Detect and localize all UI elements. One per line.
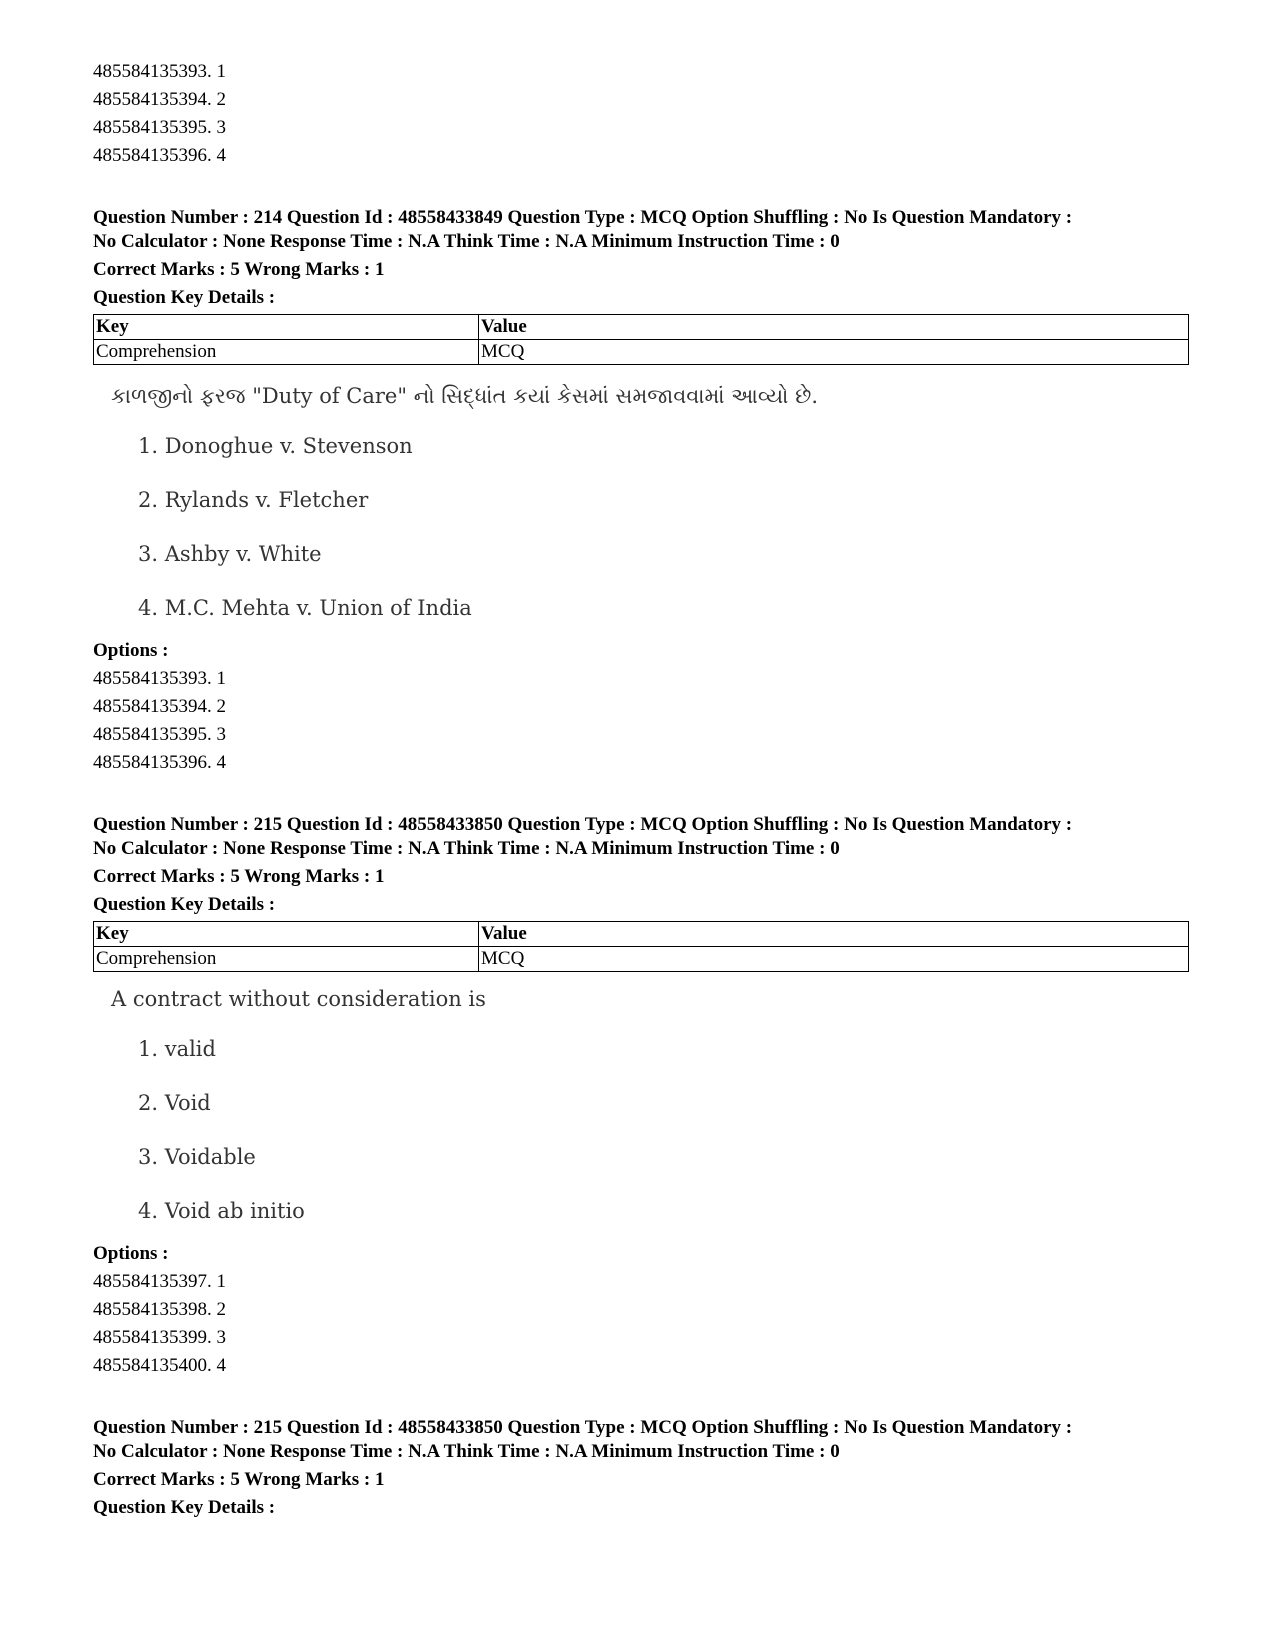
question-215-repeat-block [93,1416,1183,1522]
option-item: 485584135397. 1 [93,1271,226,1292]
key-details-label: Question Key Details : [93,894,276,915]
option-item: 485584135395. 3 [93,117,226,138]
key-details-label: Question Key Details : [93,1497,276,1518]
table-header-key: Key [94,315,479,340]
marks-line: Correct Marks : 5 Wrong Marks : 1 [93,1469,385,1490]
option-item: 485584135398. 2 [93,1299,226,1320]
table-row [94,340,1189,365]
question-choice: 2. Rylands v. Fletcher [138,488,369,512]
option-item: 485584135393. 1 [93,668,226,689]
question-meta-line-2: No Calculator : None Response Time : N.A Think Time : N.A Minimum Instruction Time : 0 [93,231,840,252]
option-item: 485584135393. 1 [93,61,226,82]
question-image [93,982,1183,1226]
question-meta-line-2: No Calculator : None Response Time : N.A Think Time : N.A Minimum Instruction Time : 0 [93,1441,840,1462]
previous-options-list [93,58,1183,170]
question-choice: 4. M.C. Mehta v. Union of India [138,596,472,620]
table-header-value: Value [479,922,1189,947]
option-item: 485584135394. 2 [93,696,226,717]
question-choice: 3. Voidable [138,1145,256,1169]
key-details-label: Question Key Details : [93,287,276,308]
table-header-row [94,922,1189,947]
question-choice: 3. Ashby v. White [138,542,322,566]
question-meta-line-1: Question Number : 215 Question Id : 48558433850 Question Type : MCQ Option Shuffling : No Is Question Mandatory : [93,1417,1073,1438]
option-item: 485584135396. 4 [93,752,226,773]
question-choice: 1. Donoghue v. Stevenson [138,434,413,458]
option-item: 485584135400. 4 [93,1355,226,1376]
key-details-table [93,314,1189,365]
question-choice: 1. valid [138,1037,216,1061]
option-item: 485584135396. 4 [93,145,226,166]
table-header-key: Key [94,922,479,947]
option-item: 485584135395. 3 [93,724,226,745]
document-page [93,58,1183,1522]
question-meta-line-2: No Calculator : None Response Time : N.A Think Time : N.A Minimum Instruction Time : 0 [93,838,840,859]
table-header-row [94,315,1189,340]
question-stem: કાળજીનો ફરજ "Duty of Care" નો સિદ્ધાંત કયાં કેસમાં સમજાવવામાં આવ્યો છે. [111,384,818,408]
table-cell-key: Comprehension [94,340,479,365]
options-label: Options : [93,640,169,661]
table-cell-value: MCQ [479,340,1189,365]
question-stem: A contract without consideration is [111,987,486,1011]
options-label: Options : [93,1243,169,1264]
marks-line: Correct Marks : 5 Wrong Marks : 1 [93,866,385,887]
table-header-value: Value [479,315,1189,340]
question-choice: 4. Void ab initio [138,1199,305,1223]
key-details-table [93,921,1189,972]
option-item: 485584135399. 3 [93,1327,226,1348]
marks-line: Correct Marks : 5 Wrong Marks : 1 [93,259,385,280]
table-cell-key: Comprehension [94,947,479,972]
question-214-block [93,206,1183,777]
question-215-block [93,813,1183,1380]
question-choice: 2. Void [138,1091,211,1115]
option-item: 485584135394. 2 [93,89,226,110]
question-meta-line-1: Question Number : 214 Question Id : 48558433849 Question Type : MCQ Option Shuffling : No Is Question Mandatory : [93,207,1073,228]
question-image [93,379,1183,623]
table-cell-value: MCQ [479,947,1189,972]
question-meta-line-1: Question Number : 215 Question Id : 48558433850 Question Type : MCQ Option Shuffling : No Is Question Mandatory : [93,814,1073,835]
table-row [94,947,1189,972]
